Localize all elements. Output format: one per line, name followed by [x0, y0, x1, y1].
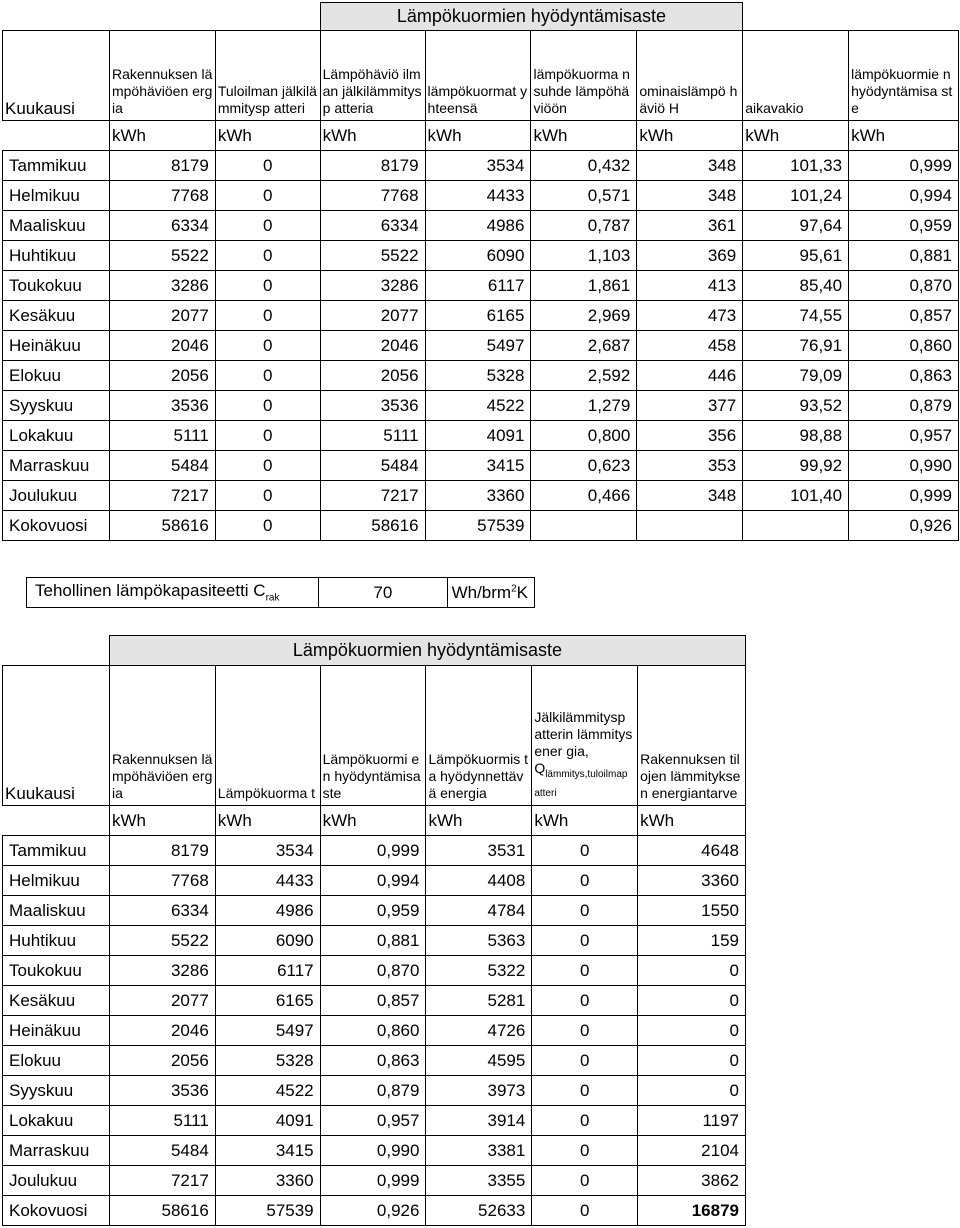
unit-label: kWh — [425, 121, 531, 151]
col-header-heat-loss-without-reheater: Lämpöhäviö ilman jälkilämmitysp atteria — [320, 31, 425, 121]
table-row — [3, 421, 959, 451]
heat-capacity-value: 70 — [319, 578, 447, 608]
col-header-reheater-energy: Jälkilämmitysp atterin lämmitysener gia, $Q_{lämmitys,tuloilmap}$ atteri — [532, 666, 638, 806]
value-cell: 3862 — [638, 1166, 746, 1196]
value-cell: 0 — [638, 1016, 746, 1046]
value-cell: 2046 — [109, 331, 215, 361]
value-cell: 5497 — [215, 1016, 320, 1046]
value-cell: 0 — [638, 1046, 746, 1076]
col-header-utilization-rate: lämpökuormie n hyödyntämisa ste — [849, 31, 959, 121]
value-cell: 348 — [637, 151, 743, 181]
value-cell: 6334 — [320, 211, 425, 241]
value-cell: 95,61 — [743, 241, 849, 271]
value-cell: 5484 — [109, 1136, 215, 1166]
month-cell: Huhtikuu — [3, 926, 110, 956]
value-cell: 85,40 — [743, 271, 849, 301]
value-cell: 4648 — [638, 836, 746, 866]
value-cell: 5281 — [426, 986, 532, 1016]
col-header-load-to-loss-ratio: lämpökuorma n suhde lämpöhäviöön — [531, 31, 637, 121]
value-cell: 5363 — [426, 926, 532, 956]
value-cell: 7768 — [109, 181, 215, 211]
value-cell: 2046 — [109, 1016, 215, 1046]
table-row — [3, 1076, 746, 1106]
col-header-utilization-rate: Lämpökuormi en hyödyntämisa ste — [320, 666, 426, 806]
value-cell: 5322 — [426, 956, 532, 986]
value-cell: 4408 — [426, 866, 532, 896]
unit-label: kWh — [320, 121, 425, 151]
value-cell: 3973 — [426, 1076, 532, 1106]
value-cell: 57539 — [215, 1196, 320, 1226]
value-cell: 0,959 — [320, 896, 426, 926]
value-cell: 0,990 — [849, 451, 959, 481]
value-cell: 0 — [215, 481, 320, 511]
value-cell: 1,279 — [531, 391, 637, 421]
value-cell: 7768 — [109, 866, 215, 896]
value-cell: 4595 — [426, 1046, 532, 1076]
col-header-heat-loads-total: lämpökuormat yhteensä — [425, 31, 531, 121]
value-cell: 0,990 — [320, 1136, 426, 1166]
value-cell: 2077 — [109, 986, 215, 1016]
value-cell: 2,969 — [531, 301, 637, 331]
value-cell: 0,870 — [320, 956, 426, 986]
table-row — [3, 836, 746, 866]
unit-label: kWh — [638, 806, 746, 836]
month-cell: Kokovuosi — [3, 511, 110, 541]
value-cell: 0 — [215, 181, 320, 211]
value-cell: 3360 — [425, 481, 531, 511]
value-cell: 0,466 — [531, 481, 637, 511]
month-cell: Elokuu — [3, 1046, 110, 1076]
value-cell: 58616 — [109, 511, 215, 541]
table1-header-row — [3, 31, 959, 121]
value-cell: 5522 — [109, 926, 215, 956]
table2-title: Lämpökuormien hyödyntämisaste — [109, 636, 745, 666]
value-cell: 6165 — [215, 986, 320, 1016]
value-cell: 369 — [637, 241, 743, 271]
value-cell: 2046 — [320, 331, 425, 361]
value-cell: 0 — [532, 1106, 638, 1136]
value-cell: 0,870 — [849, 271, 959, 301]
value-cell: 1197 — [638, 1106, 746, 1136]
value-cell: 413 — [637, 271, 743, 301]
blank-cell — [3, 121, 110, 151]
value-cell: 3536 — [109, 1076, 215, 1106]
value-cell: 353 — [637, 451, 743, 481]
value-cell: 2056 — [109, 361, 215, 391]
value-cell: 0 — [532, 1136, 638, 1166]
value-cell: 473 — [637, 301, 743, 331]
value-cell: 8179 — [109, 151, 215, 181]
value-cell: 0 — [532, 986, 638, 1016]
table-row — [3, 866, 746, 896]
table-row — [3, 361, 959, 391]
value-cell: 4522 — [425, 391, 531, 421]
value-cell: 0,994 — [849, 181, 959, 211]
value-cell: 6117 — [425, 271, 531, 301]
value-cell: 2,592 — [531, 361, 637, 391]
blank-cell — [743, 3, 959, 31]
value-cell: 2077 — [109, 301, 215, 331]
month-cell: Marraskuu — [3, 1136, 110, 1166]
month-cell: Heinäkuu — [3, 1016, 110, 1046]
value-cell: 0,623 — [531, 451, 637, 481]
value-cell: 97,64 — [743, 211, 849, 241]
value-cell: 4522 — [215, 1076, 320, 1106]
table2-unit-row — [3, 806, 746, 836]
table1-title: Lämpökuormien hyödyntämisaste — [320, 3, 743, 31]
col-header-time-constant: aikavakio — [743, 31, 849, 121]
value-cell: 4091 — [215, 1106, 320, 1136]
month-cell: Maaliskuu — [3, 896, 110, 926]
month-cell: Tammikuu — [3, 151, 110, 181]
value-cell: 0 — [532, 866, 638, 896]
table-row — [3, 511, 959, 541]
value-cell: 3536 — [109, 391, 215, 421]
value-cell: 361 — [637, 211, 743, 241]
month-cell: Helmikuu — [3, 181, 110, 211]
value-cell — [637, 511, 743, 541]
value-cell: 0 — [532, 1016, 638, 1046]
value-cell: 4986 — [425, 211, 531, 241]
value-cell: 0 — [532, 896, 638, 926]
month-cell: Kesäkuu — [3, 301, 110, 331]
table-row — [3, 271, 959, 301]
value-cell: 0,571 — [531, 181, 637, 211]
value-cell: 8179 — [320, 151, 425, 181]
value-cell: 0 — [215, 361, 320, 391]
value-cell: 3536 — [320, 391, 425, 421]
heating-energy-demand-table — [2, 635, 746, 1226]
table-row — [3, 1046, 746, 1076]
value-cell: 0,926 — [320, 1196, 426, 1226]
table-row — [3, 896, 746, 926]
value-cell: 74,55 — [743, 301, 849, 331]
value-cell: 0,787 — [531, 211, 637, 241]
value-cell: 3534 — [425, 151, 531, 181]
table1-unit-row — [3, 121, 959, 151]
value-cell: 2077 — [320, 301, 425, 331]
value-cell: 101,33 — [743, 151, 849, 181]
unit-label: kWh — [637, 121, 743, 151]
value-cell: 3914 — [426, 1106, 532, 1136]
unit-label: kWh — [215, 121, 320, 151]
value-cell: 0 — [215, 511, 320, 541]
value-cell — [743, 511, 849, 541]
unit-label: kWh — [743, 121, 849, 151]
value-cell: 79,09 — [743, 361, 849, 391]
value-cell: 5111 — [109, 421, 215, 451]
table-row — [3, 481, 959, 511]
value-cell: 3360 — [638, 866, 746, 896]
value-cell: 0,957 — [849, 421, 959, 451]
value-cell: 3286 — [320, 271, 425, 301]
value-cell: 7768 — [320, 181, 425, 211]
value-cell: 4784 — [426, 896, 532, 926]
value-cell: 5111 — [320, 421, 425, 451]
value-cell: 0,860 — [849, 331, 959, 361]
unit-label: kWh — [109, 806, 215, 836]
unit-label: kWh — [849, 121, 959, 151]
value-cell: 6334 — [109, 211, 215, 241]
value-cell: 1,103 — [531, 241, 637, 271]
value-cell: 7217 — [320, 481, 425, 511]
value-cell: 0,926 — [849, 511, 959, 541]
value-cell: 0 — [215, 421, 320, 451]
value-cell: 0 — [215, 241, 320, 271]
value-cell: 377 — [637, 391, 743, 421]
value-cell: 99,92 — [743, 451, 849, 481]
value-cell: 3381 — [426, 1136, 532, 1166]
value-cell: 5484 — [320, 451, 425, 481]
col-header-supply-air-reheater: Tuloilman jälkilämmitysp atteri — [215, 31, 320, 121]
value-cell: 0 — [638, 1076, 746, 1106]
month-cell: Huhtikuu — [3, 241, 110, 271]
month-cell: Maaliskuu — [3, 211, 110, 241]
value-cell: 6090 — [425, 241, 531, 271]
table-row — [3, 1196, 746, 1226]
value-cell: 458 — [637, 331, 743, 361]
value-cell: 3415 — [215, 1136, 320, 1166]
value-cell: 0,999 — [320, 836, 426, 866]
value-cell: 3534 — [215, 836, 320, 866]
value-cell: 0,879 — [320, 1076, 426, 1106]
value-cell: 1,861 — [531, 271, 637, 301]
value-cell: 5111 — [109, 1106, 215, 1136]
value-cell: 0 — [215, 211, 320, 241]
value-cell: 101,40 — [743, 481, 849, 511]
value-cell: 7217 — [109, 481, 215, 511]
blank-cell — [3, 3, 321, 31]
value-cell: 0 — [532, 1166, 638, 1196]
col-header-heat-loads: Lämpökuorma t — [215, 666, 320, 806]
value-cell: 6090 — [215, 926, 320, 956]
value-cell: 6165 — [425, 301, 531, 331]
value-cell: 348 — [637, 181, 743, 211]
col-header-month: Kuukausi — [3, 666, 110, 806]
table-row — [3, 1106, 746, 1136]
unit-label: kWh — [426, 806, 532, 836]
value-cell: 0 — [532, 1196, 638, 1226]
table-row — [3, 211, 959, 241]
value-cell: 0,957 — [320, 1106, 426, 1136]
value-cell: 159 — [638, 926, 746, 956]
value-cell — [531, 511, 637, 541]
blank-cell — [3, 636, 110, 666]
value-cell: 0,881 — [849, 241, 959, 271]
col-header-specific-heat-loss: ominaislämpö häviö H — [637, 31, 743, 121]
col-header-space-heating-demand: Rakennuksen tilojen lämmityksen energiantarve — [638, 666, 746, 806]
table-row — [3, 391, 959, 421]
value-cell: 58616 — [320, 511, 425, 541]
month-cell: Tammikuu — [3, 836, 110, 866]
month-cell: Toukokuu — [3, 956, 110, 986]
value-cell: 0 — [215, 151, 320, 181]
effective-heat-capacity-box — [26, 577, 535, 608]
value-cell: 0 — [532, 1076, 638, 1106]
value-cell: 3531 — [426, 836, 532, 866]
value-cell: 0,857 — [320, 986, 426, 1016]
unit-label: kWh — [531, 121, 637, 151]
month-cell: Kokovuosi — [3, 1196, 110, 1226]
value-cell: 0,863 — [849, 361, 959, 391]
blank-cell — [3, 806, 110, 836]
col-header-building-heat-loss: Rakennuksen lämpöhäviöen ergia — [109, 31, 215, 121]
value-cell: 6117 — [215, 956, 320, 986]
table-row — [3, 331, 959, 361]
value-cell: 2104 — [638, 1136, 746, 1166]
value-cell: 446 — [637, 361, 743, 391]
unit-label: kWh — [532, 806, 638, 836]
col-header-building-heat-loss: Rakennuksen lämpöhäviöen ergia — [109, 666, 215, 806]
table-row — [3, 181, 959, 211]
value-cell: 0,999 — [849, 151, 959, 181]
value-cell: 5497 — [425, 331, 531, 361]
unit-label: kWh — [215, 806, 320, 836]
value-cell: 5522 — [109, 241, 215, 271]
unit-label: kWh — [109, 121, 215, 151]
value-cell: 0,860 — [320, 1016, 426, 1046]
col-header-usable-energy: Lämpökuormis ta hyödynnettäv ä energia — [426, 666, 532, 806]
month-cell: Kesäkuu — [3, 986, 110, 1016]
heat-load-utilization-table — [2, 2, 959, 541]
value-cell: 3286 — [109, 956, 215, 986]
value-cell: 3286 — [109, 271, 215, 301]
table-row — [3, 451, 959, 481]
value-cell: 0 — [215, 271, 320, 301]
table-row — [3, 956, 746, 986]
value-cell: 0,999 — [320, 1166, 426, 1196]
month-cell: Joulukuu — [3, 1166, 110, 1196]
month-cell: Syyskuu — [3, 1076, 110, 1106]
table-row — [3, 1016, 746, 1046]
value-cell: 2056 — [109, 1046, 215, 1076]
value-cell: 0,800 — [531, 421, 637, 451]
value-cell: 5484 — [109, 451, 215, 481]
value-cell: 0 — [638, 956, 746, 986]
value-cell: 16879 — [638, 1196, 746, 1226]
value-cell: 2,687 — [531, 331, 637, 361]
value-cell: 58616 — [109, 1196, 215, 1226]
value-cell: 0,999 — [849, 481, 959, 511]
value-cell: 3355 — [426, 1166, 532, 1196]
value-cell: 0 — [532, 1046, 638, 1076]
heat-capacity-unit: Wh/brm$^2$K — [447, 578, 534, 608]
month-cell: Marraskuu — [3, 451, 110, 481]
value-cell: 98,88 — [743, 421, 849, 451]
value-cell: 5522 — [320, 241, 425, 271]
value-cell: 4433 — [425, 181, 531, 211]
value-cell: 0,432 — [531, 151, 637, 181]
month-cell: Joulukuu — [3, 481, 110, 511]
month-cell: Lokakuu — [3, 1106, 110, 1136]
value-cell: 93,52 — [743, 391, 849, 421]
value-cell: 0 — [215, 391, 320, 421]
table-row — [3, 241, 959, 271]
value-cell: 3415 — [425, 451, 531, 481]
value-cell: 1550 — [638, 896, 746, 926]
month-cell: Syyskuu — [3, 391, 110, 421]
month-cell: Lokakuu — [3, 421, 110, 451]
value-cell: 0 — [215, 301, 320, 331]
month-cell: Helmikuu — [3, 866, 110, 896]
value-cell: 4726 — [426, 1016, 532, 1046]
value-cell: 8179 — [109, 836, 215, 866]
value-cell: 4433 — [215, 866, 320, 896]
value-cell: 0,879 — [849, 391, 959, 421]
value-cell: 0 — [638, 986, 746, 1016]
table-row — [3, 1166, 746, 1196]
value-cell: 0,863 — [320, 1046, 426, 1076]
month-cell: Toukokuu — [3, 271, 110, 301]
value-cell: 0 — [532, 956, 638, 986]
value-cell: 52633 — [426, 1196, 532, 1226]
value-cell: 0,994 — [320, 866, 426, 896]
value-cell: 0 — [215, 451, 320, 481]
value-cell: 6334 — [109, 896, 215, 926]
value-cell: 5328 — [215, 1046, 320, 1076]
value-cell: 0,857 — [849, 301, 959, 331]
month-cell: Heinäkuu — [3, 331, 110, 361]
value-cell: 0,881 — [320, 926, 426, 956]
table-row — [3, 301, 959, 331]
value-cell: 3360 — [215, 1166, 320, 1196]
table-row — [3, 151, 959, 181]
value-cell: 0 — [532, 836, 638, 866]
table-row — [3, 926, 746, 956]
col-header-month: Kuukausi — [3, 31, 110, 121]
heat-capacity-label: Tehollinen lämpökapasiteetti $C_{rak}$ — [27, 578, 319, 608]
month-cell: Elokuu — [3, 361, 110, 391]
unit-label: kWh — [320, 806, 426, 836]
table-row — [3, 986, 746, 1016]
value-cell: 7217 — [109, 1166, 215, 1196]
value-cell: 4986 — [215, 896, 320, 926]
table2-header-row — [3, 666, 746, 806]
value-cell: 5328 — [425, 361, 531, 391]
value-cell: 0,959 — [849, 211, 959, 241]
value-cell: 101,24 — [743, 181, 849, 211]
value-cell: 348 — [637, 481, 743, 511]
value-cell: 4091 — [425, 421, 531, 451]
table-row — [3, 1136, 746, 1166]
value-cell: 356 — [637, 421, 743, 451]
value-cell: 2056 — [320, 361, 425, 391]
value-cell: 57539 — [425, 511, 531, 541]
value-cell: 0 — [215, 331, 320, 361]
value-cell: 0 — [532, 926, 638, 956]
value-cell: 76,91 — [743, 331, 849, 361]
